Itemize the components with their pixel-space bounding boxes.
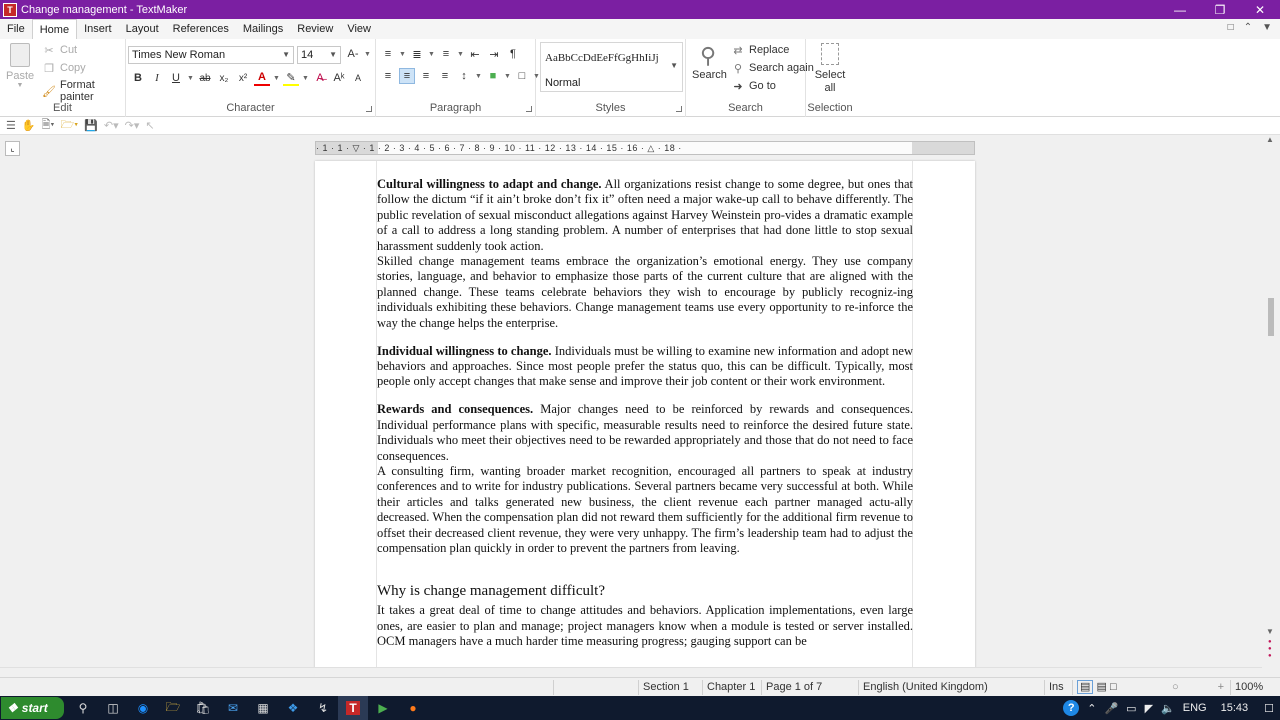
style-gallery[interactable] bbox=[540, 42, 683, 92]
chevron-down-icon: ▼ bbox=[282, 50, 290, 59]
menu-references[interactable]: References bbox=[172, 23, 229, 35]
vertical-scroll-thumb[interactable] bbox=[1268, 298, 1274, 336]
firefox-icon[interactable]: ● bbox=[409, 701, 417, 715]
align-right-icon[interactable]: ≡ bbox=[422, 70, 430, 82]
status-zoom[interactable]: 100% bbox=[1230, 680, 1267, 695]
bold-button[interactable]: B bbox=[134, 72, 142, 84]
current-style-name: Normal bbox=[545, 77, 581, 89]
align-center-icon[interactable]: ≡ bbox=[399, 68, 415, 84]
section-heading[interactable]: Why is change management difficult? bbox=[377, 583, 605, 600]
menu-home[interactable]: Home bbox=[32, 19, 77, 39]
task-view-icon[interactable]: ◫ bbox=[107, 701, 119, 715]
document-page[interactable] bbox=[315, 161, 975, 671]
pilcrow-icon[interactable]: ¶ bbox=[510, 48, 516, 60]
horizontal-scrollbar[interactable] bbox=[0, 667, 1262, 677]
paste-button[interactable]: Paste ▼ bbox=[6, 43, 34, 89]
vertical-scrollbar[interactable] bbox=[1262, 135, 1280, 667]
document-text[interactable] bbox=[377, 177, 913, 650]
ruler-marks: · 1 · 1 · ▽ · 1 · 2 · 3 · 4 · 5 · 6 · 7 · 8 · 9 · 10 · 11 · 12 · 13 · 14 · 15 · 16 · △ · 18 · bbox=[316, 143, 682, 153]
paragraph-cultural[interactable]: Cultural willingness to adapt and change. All organizations resist change to some degree, but ones that follow the dictum “if it ain’t broke don’t fix it” often need a major wake-up call to behave differently. The public revelation of sexual misconduct allegations against Harvey Weinstein pro-vides a dramatic example of a call to address a long standing problem. A number of enterprises that had done little to stop sexual harassment suddenly took action. bbox=[377, 177, 913, 253]
line-spacing-icon[interactable]: ↕ bbox=[461, 70, 467, 82]
page-view-icon[interactable]: ▤ bbox=[1077, 680, 1093, 694]
highlight-button[interactable]: ✎ bbox=[283, 70, 299, 86]
underline-button[interactable]: U bbox=[172, 72, 180, 84]
copy-button[interactable]: ❐ Copy bbox=[42, 61, 86, 75]
replace-button[interactable]: ⇄ Replace bbox=[731, 43, 789, 57]
close-button[interactable]: ✕ bbox=[1254, 2, 1266, 17]
select-all-icon bbox=[821, 43, 839, 65]
document-area[interactable] bbox=[0, 135, 1262, 667]
character-dialog-launcher[interactable] bbox=[366, 106, 372, 112]
battery-icon[interactable]: ▭ bbox=[1126, 702, 1137, 715]
zoom-in-icon[interactable]: + bbox=[1217, 681, 1224, 693]
styles-group-label: Styles bbox=[595, 102, 626, 114]
superscript-button[interactable]: x² bbox=[238, 72, 248, 84]
chevron-down-icon[interactable]: ▼ bbox=[670, 61, 678, 70]
font-name-combo[interactable]: Times New Roman ▼ bbox=[128, 46, 294, 64]
status-chapter[interactable]: Chapter 1 bbox=[702, 680, 759, 695]
italic-button[interactable]: I bbox=[155, 72, 159, 84]
character-group-label: Character bbox=[226, 102, 275, 114]
dropbox-icon[interactable]: ❖ bbox=[287, 701, 299, 715]
paragraph-dialog-launcher[interactable] bbox=[526, 106, 532, 112]
zoom-slider-handle[interactable]: ○ bbox=[1172, 681, 1179, 693]
edit-group-label: Edit bbox=[53, 102, 72, 114]
selection-group-label: Selection bbox=[807, 102, 853, 114]
numbering-icon[interactable]: ≣ bbox=[412, 48, 422, 61]
paragraph-rewards[interactable]: Rewards and consequences. Major changes need to be reinforced by rewards and consequences. Individual performance plans with specific, measurable results need to reinforce the desired future state. Individuals who meet their objectives need to be rewarded appropriately and those that do not need to face consequences. bbox=[377, 402, 913, 463]
paragraph-time[interactable]: It takes a great deal of time to change attitudes and behaviors. Application implementations, even large ones, are easier to plan and manage; project managers know when a module is tested or server installed. OCM managers have a much harder time measuring progress; gauging support can be bbox=[377, 603, 913, 649]
window-title: Change management - TextMaker bbox=[21, 3, 188, 16]
multilevel-list-icon[interactable]: ≡ bbox=[442, 48, 450, 60]
magnifier-icon: ⚲ bbox=[699, 43, 717, 68]
presentations-app-icon[interactable]: ▶ bbox=[378, 701, 388, 715]
clock[interactable]: 15:43 bbox=[1220, 702, 1249, 714]
menu-view[interactable]: View bbox=[347, 23, 371, 35]
status-language[interactable]: English (United Kingdom) bbox=[858, 680, 992, 695]
underline-dropdown[interactable]: ▼ bbox=[187, 74, 194, 82]
page-browse-icon[interactable]: ● ● ● bbox=[1268, 639, 1272, 659]
status-page[interactable]: Page 1 of 7 bbox=[761, 680, 826, 695]
increase-indent-icon[interactable]: ⇥ bbox=[489, 48, 499, 61]
scroll-down-icon[interactable]: ▼ bbox=[1266, 627, 1274, 636]
mail-icon[interactable]: ✉ bbox=[227, 701, 239, 715]
horizontal-ruler[interactable] bbox=[315, 141, 975, 155]
volume-icon[interactable]: 🔈 bbox=[1161, 702, 1175, 715]
chevron-down-icon: ▼ bbox=[329, 50, 337, 59]
go-to-button[interactable]: ➜ Go to bbox=[731, 79, 776, 93]
undo-icon[interactable]: ↶▾ bbox=[103, 120, 119, 132]
status-insert-mode[interactable]: Ins bbox=[1044, 680, 1068, 695]
paragraph-skilled-teams[interactable]: Skilled change management teams embrace the organization’s emotional energy. They use company stories, language, and behavior to emphasize those parts of the current culture that are aligned with the planned change. These teams celebrate behaviors they wish to encourage by publicly recogniz-ing individuals exhibiting these behaviors. Change management teams use every opportunity to re-inforce the way the change helps the enterprise. bbox=[377, 254, 913, 330]
select-all-button[interactable]: Select all bbox=[813, 43, 847, 95]
strikethrough-button[interactable]: ab bbox=[199, 72, 211, 84]
justify-icon[interactable]: ≡ bbox=[441, 70, 449, 82]
input-language[interactable]: ENG bbox=[1182, 702, 1207, 714]
font-size-combo[interactable]: 14 ▼ bbox=[297, 46, 341, 64]
ribbon bbox=[0, 39, 1280, 117]
scissors-icon: ✂ bbox=[44, 44, 54, 57]
bullets-icon[interactable]: ≡ bbox=[384, 48, 392, 60]
menu-file[interactable]: File bbox=[7, 23, 25, 35]
minimize-button[interactable]: — bbox=[1174, 2, 1186, 17]
search-again-button[interactable]: ⚲ Search again bbox=[731, 61, 814, 75]
edge-browser-icon[interactable]: ◉ bbox=[137, 701, 149, 715]
paintbrush-icon: 🖌 bbox=[42, 85, 56, 98]
help-icon[interactable]: ? bbox=[1063, 700, 1079, 716]
menu-insert[interactable]: Insert bbox=[84, 23, 112, 35]
hand-icon[interactable]: ✋ bbox=[21, 120, 36, 132]
microphone-icon[interactable]: 🎤 bbox=[1104, 702, 1119, 715]
menu-layout[interactable]: Layout bbox=[125, 23, 159, 35]
status-bar bbox=[0, 677, 1280, 696]
draft-view-icon[interactable]: □ bbox=[1109, 681, 1117, 693]
title-bar bbox=[0, 0, 1280, 19]
arrow-right-icon: ➜ bbox=[733, 80, 743, 93]
tab-stop-selector[interactable]: ⌞ bbox=[5, 141, 20, 156]
bolt-app-icon[interactable]: ↯ bbox=[317, 701, 329, 715]
shrink-font-icon[interactable]: A bbox=[354, 73, 361, 83]
font-color-button[interactable]: A bbox=[254, 70, 270, 86]
menu-bar bbox=[0, 19, 1280, 39]
paragraph-consulting-firm[interactable]: A consulting firm, wanting broader market recognition, encouraged all partners to speak at industry conferences and to write for industry publications. Several partners became very successful at both. While their articles and talks generated new business, the client revenue each partner managed actu-ally decreased. When the compensation plan did not reward them sufficiently for the additional firm revenue to offset their decreased client revenue, they were very unhappy. The firm’s leadership team had to adjust the compensation plan quickly in order to prevent the partners from leaving. bbox=[377, 463, 913, 555]
textmaker-app-icon[interactable]: T bbox=[3, 3, 17, 17]
edit-group bbox=[0, 39, 126, 117]
outline-view-icon[interactable]: ▤ bbox=[1096, 681, 1107, 693]
notes-app-icon[interactable]: ▦ bbox=[257, 701, 269, 715]
paragraph-group: ≡ ▼ ≣ ▼ ≡ ▼ ⇤ ⇥ ¶ ≡ ≡ ≡ ≡ ↕ ▼ ■ ▼ □ ▼ Paragraph bbox=[376, 39, 536, 117]
replace-icon: ⇄ bbox=[733, 44, 743, 57]
format-painter-button[interactable]: 🖌 Format painter bbox=[42, 79, 95, 103]
search-button[interactable]: ⚲ Search bbox=[692, 43, 727, 81]
minimize-ribbon-icon[interactable]: ⌃ bbox=[1243, 22, 1253, 33]
save-icon[interactable]: 💾 bbox=[84, 120, 98, 132]
clear-formatting-icon[interactable]: A̶ bbox=[316, 72, 324, 84]
shading-icon[interactable]: ■ bbox=[489, 70, 497, 82]
menu-review[interactable]: Review bbox=[297, 23, 334, 35]
status-section[interactable]: Section 1 bbox=[638, 680, 693, 695]
character-group bbox=[126, 39, 376, 117]
menu-mailings[interactable]: Mailings bbox=[242, 23, 284, 35]
restore-button[interactable]: ❐ bbox=[1214, 2, 1226, 17]
ribbon-options-icon[interactable]: □ bbox=[1227, 22, 1234, 33]
hamburger-menu-icon[interactable]: ☰ bbox=[6, 120, 16, 132]
change-case-button[interactable]: A‑ ▼ bbox=[345, 46, 371, 62]
styles-dialog-launcher[interactable] bbox=[676, 106, 682, 112]
align-left-icon[interactable]: ≡ bbox=[384, 70, 392, 82]
subscript-button[interactable]: x₂ bbox=[219, 72, 229, 84]
file-explorer-icon[interactable]: 🗁 bbox=[165, 699, 181, 714]
zoom-slider[interactable] bbox=[1128, 680, 1228, 695]
borders-icon[interactable]: □ bbox=[518, 70, 526, 82]
clipboard-icon bbox=[10, 43, 30, 67]
copy-icon: ❐ bbox=[44, 62, 54, 75]
scroll-up-icon[interactable]: ▲ bbox=[1266, 135, 1274, 144]
search-group-label: Search bbox=[728, 102, 763, 114]
highlight-dropdown[interactable]: ▼ bbox=[302, 74, 309, 82]
grow-font-icon[interactable]: Aᵏ bbox=[333, 72, 345, 84]
textmaker-taskbar-icon[interactable]: T bbox=[338, 696, 368, 720]
select-pointer-icon[interactable]: ↖ bbox=[145, 120, 155, 132]
system-tray bbox=[1063, 696, 1280, 720]
paragraph-individual[interactable]: Individual willingness to change. Individuals must be willing to examine new information and adopt new behaviors and approaches. Since most people prefer the status quo, this can be difficult. Typically, most people only accept changes that make sense and improve their job content or their work environment. bbox=[377, 343, 913, 389]
redo-icon[interactable]: ↷▾ bbox=[124, 120, 140, 132]
start-button[interactable]: ❖ start bbox=[1, 697, 64, 719]
new-document-icon[interactable]: 🗎▾ bbox=[41, 119, 55, 131]
search-icon[interactable]: ⚲ bbox=[78, 701, 88, 715]
decrease-indent-icon[interactable]: ⇤ bbox=[470, 48, 480, 61]
paste-dropdown-icon[interactable]: ▼ bbox=[16, 82, 24, 89]
network-icon[interactable]: ◤ bbox=[1144, 702, 1154, 715]
notifications-icon[interactable]: ☐ bbox=[1264, 702, 1274, 715]
quick-access-toolbar bbox=[0, 117, 1280, 135]
font-color-dropdown[interactable]: ▼ bbox=[273, 74, 280, 82]
chevron-up-icon[interactable]: ⌃ bbox=[1087, 702, 1097, 715]
paragraph-group-label: Paragraph bbox=[429, 102, 482, 114]
search-again-icon: ⚲ bbox=[733, 62, 743, 75]
windows-logo-icon: ❖ bbox=[7, 701, 18, 715]
ribbon-menu-icon[interactable]: ▼ bbox=[1262, 22, 1272, 33]
style-sample: AaBbCcDdEeFfGgHhIiJj bbox=[545, 52, 659, 64]
change-case-icon: A‑ bbox=[347, 48, 359, 60]
cut-button[interactable]: ✂ Cut bbox=[42, 43, 77, 57]
open-folder-icon[interactable]: 🗁▾ bbox=[60, 119, 79, 131]
taskbar bbox=[0, 696, 1280, 720]
store-icon[interactable]: 🛍 bbox=[195, 701, 211, 715]
